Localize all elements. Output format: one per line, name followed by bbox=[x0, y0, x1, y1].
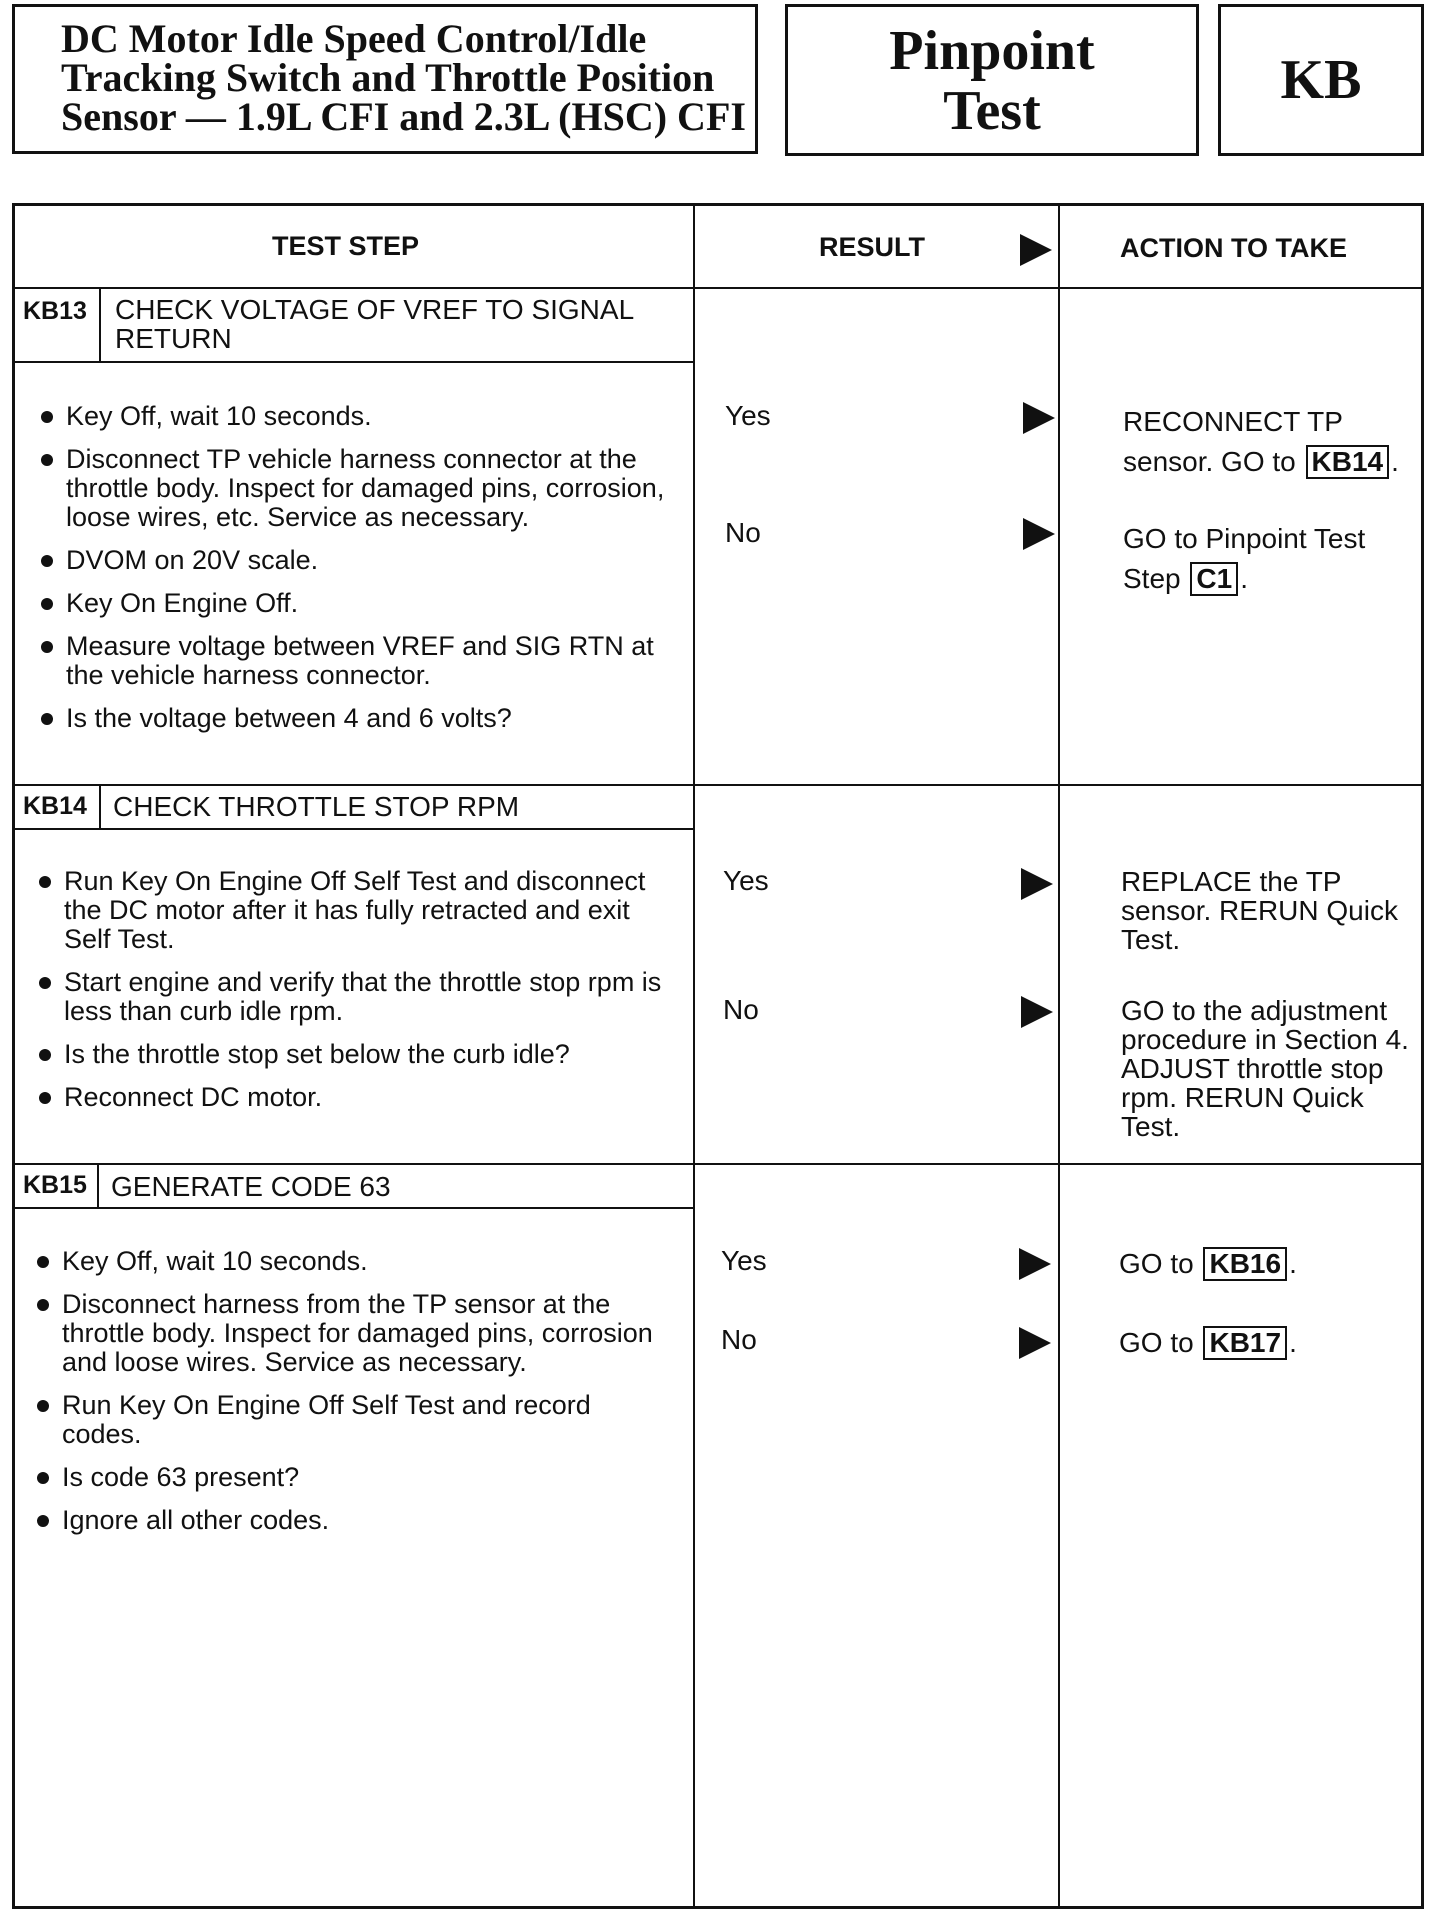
result-yes: Yes bbox=[721, 1245, 767, 1276]
step-title-divider bbox=[15, 1207, 694, 1209]
arrow-icon bbox=[1019, 1248, 1051, 1280]
bullet-item: Disconnect TP vehicle harness connector at the throttle body. Inspect for damaged pins, corrosion, loose wires, etc. Service as necessary. bbox=[37, 445, 677, 532]
step-id: KB14 bbox=[15, 786, 101, 828]
action-text-post: . bbox=[1240, 563, 1248, 594]
step-id: KB15 bbox=[15, 1165, 99, 1207]
bullet-item: Start engine and verify that the throttle stop rpm is less than curb idle rpm. bbox=[35, 968, 675, 1026]
bullet-item: Ignore all other codes. bbox=[33, 1506, 673, 1535]
step-divider bbox=[15, 1163, 1421, 1165]
action-text bbox=[1119, 1244, 1419, 1284]
step-title-divider bbox=[15, 828, 694, 830]
step-title: CHECK VOLTAGE OF VREF TO SIGNAL RETURN bbox=[115, 294, 634, 354]
pinpoint-test-box bbox=[785, 4, 1199, 156]
title-line: Sensor — 1.9L CFI and 2.3L (HSC) CFI bbox=[61, 94, 746, 139]
action-text-post: . bbox=[1289, 1327, 1297, 1358]
step-bullets bbox=[35, 867, 675, 1126]
step-bullets bbox=[33, 1247, 673, 1549]
step-title: GENERATE CODE 63 bbox=[111, 1171, 391, 1202]
action-text-pre: GO to bbox=[1119, 1248, 1194, 1279]
result-yes: Yes bbox=[725, 400, 771, 431]
step-title: CHECK THROTTLE STOP RPM bbox=[113, 791, 520, 822]
column-divider bbox=[693, 206, 695, 1906]
bullet-item: Key On Engine Off. bbox=[37, 589, 677, 618]
step-bullets bbox=[37, 402, 677, 747]
bullet-item: Disconnect harness from the TP sensor at the throttle body. Inspect for damaged pins, corrosion and loose wires. Service as necessary. bbox=[33, 1290, 673, 1377]
bullet-item: Run Key On Engine Off Self Test and record codes. bbox=[33, 1391, 673, 1449]
header-result: RESULT bbox=[819, 232, 925, 262]
arrow-icon bbox=[1021, 996, 1053, 1028]
step-title-divider bbox=[15, 361, 694, 363]
result-yes: Yes bbox=[723, 865, 769, 896]
step-ref-kb16: KB16 bbox=[1203, 1247, 1287, 1281]
step-id: KB13 bbox=[15, 289, 101, 361]
action-text: GO to the adjustment procedure in Section 4. ADJUST throttle stop rpm. RERUN Quick Test. bbox=[1121, 995, 1409, 1142]
header-action: ACTION TO TAKE bbox=[1120, 233, 1347, 263]
action-text-pre: RECONNECT TP sensor. GO to bbox=[1123, 406, 1343, 477]
header-divider bbox=[15, 287, 1421, 289]
test-code-box bbox=[1218, 4, 1424, 156]
arrow-icon bbox=[1023, 402, 1055, 434]
action-text: REPLACE the TP sensor. RERUN Quick Test. bbox=[1121, 866, 1398, 955]
step-divider bbox=[15, 784, 1421, 786]
arrow-icon bbox=[1021, 868, 1053, 900]
bullet-item: Measure voltage between VREF and SIG RTN at the vehicle harness connector. bbox=[37, 632, 677, 690]
action-text bbox=[1123, 402, 1423, 482]
bullet-item: DVOM on 20V scale. bbox=[37, 546, 677, 575]
action-text-post: . bbox=[1391, 446, 1399, 477]
bullet-item: Key Off, wait 10 seconds. bbox=[37, 402, 677, 431]
title-line: Tracking Switch and Throttle Position bbox=[61, 55, 715, 100]
bullet-item: Is code 63 present? bbox=[33, 1463, 673, 1492]
test-code: KB bbox=[1280, 49, 1362, 111]
arrow-icon bbox=[1019, 1327, 1051, 1359]
step-ref-kb14: KB14 bbox=[1306, 445, 1390, 479]
step-ref-kb17: KB17 bbox=[1203, 1326, 1287, 1360]
action-text-pre: GO to bbox=[1119, 1327, 1194, 1358]
bullet-item: Reconnect DC motor. bbox=[35, 1083, 675, 1112]
bullet-item: Is the voltage between 4 and 6 volts? bbox=[37, 704, 677, 733]
header-arrow-icon bbox=[1020, 234, 1052, 266]
title-line: DC Motor Idle Speed Control/Idle bbox=[61, 16, 647, 61]
title-box bbox=[12, 4, 758, 154]
result-no: No bbox=[725, 517, 761, 548]
result-no: No bbox=[723, 994, 759, 1025]
bullet-item: Run Key On Engine Off Self Test and disconnect the DC motor after it has fully retracted and exit Self Test. bbox=[35, 867, 675, 954]
action-text bbox=[1119, 1323, 1419, 1363]
pinpoint-table bbox=[12, 203, 1424, 1909]
pinpoint-label: Pinpoint bbox=[889, 20, 1095, 82]
header-test-step: TEST STEP bbox=[272, 231, 420, 261]
test-label: Test bbox=[943, 80, 1041, 142]
bullet-item: Key Off, wait 10 seconds. bbox=[33, 1247, 673, 1276]
bullet-item: Is the throttle stop set below the curb idle? bbox=[35, 1040, 675, 1069]
step-ref-c1: C1 bbox=[1190, 562, 1238, 596]
arrow-icon bbox=[1023, 518, 1055, 550]
column-divider bbox=[1058, 206, 1060, 1906]
result-no: No bbox=[721, 1324, 757, 1355]
action-text-post: . bbox=[1289, 1248, 1297, 1279]
action-text bbox=[1123, 519, 1413, 599]
action-text-pre: GO to Pinpoint Test Step bbox=[1123, 523, 1366, 594]
